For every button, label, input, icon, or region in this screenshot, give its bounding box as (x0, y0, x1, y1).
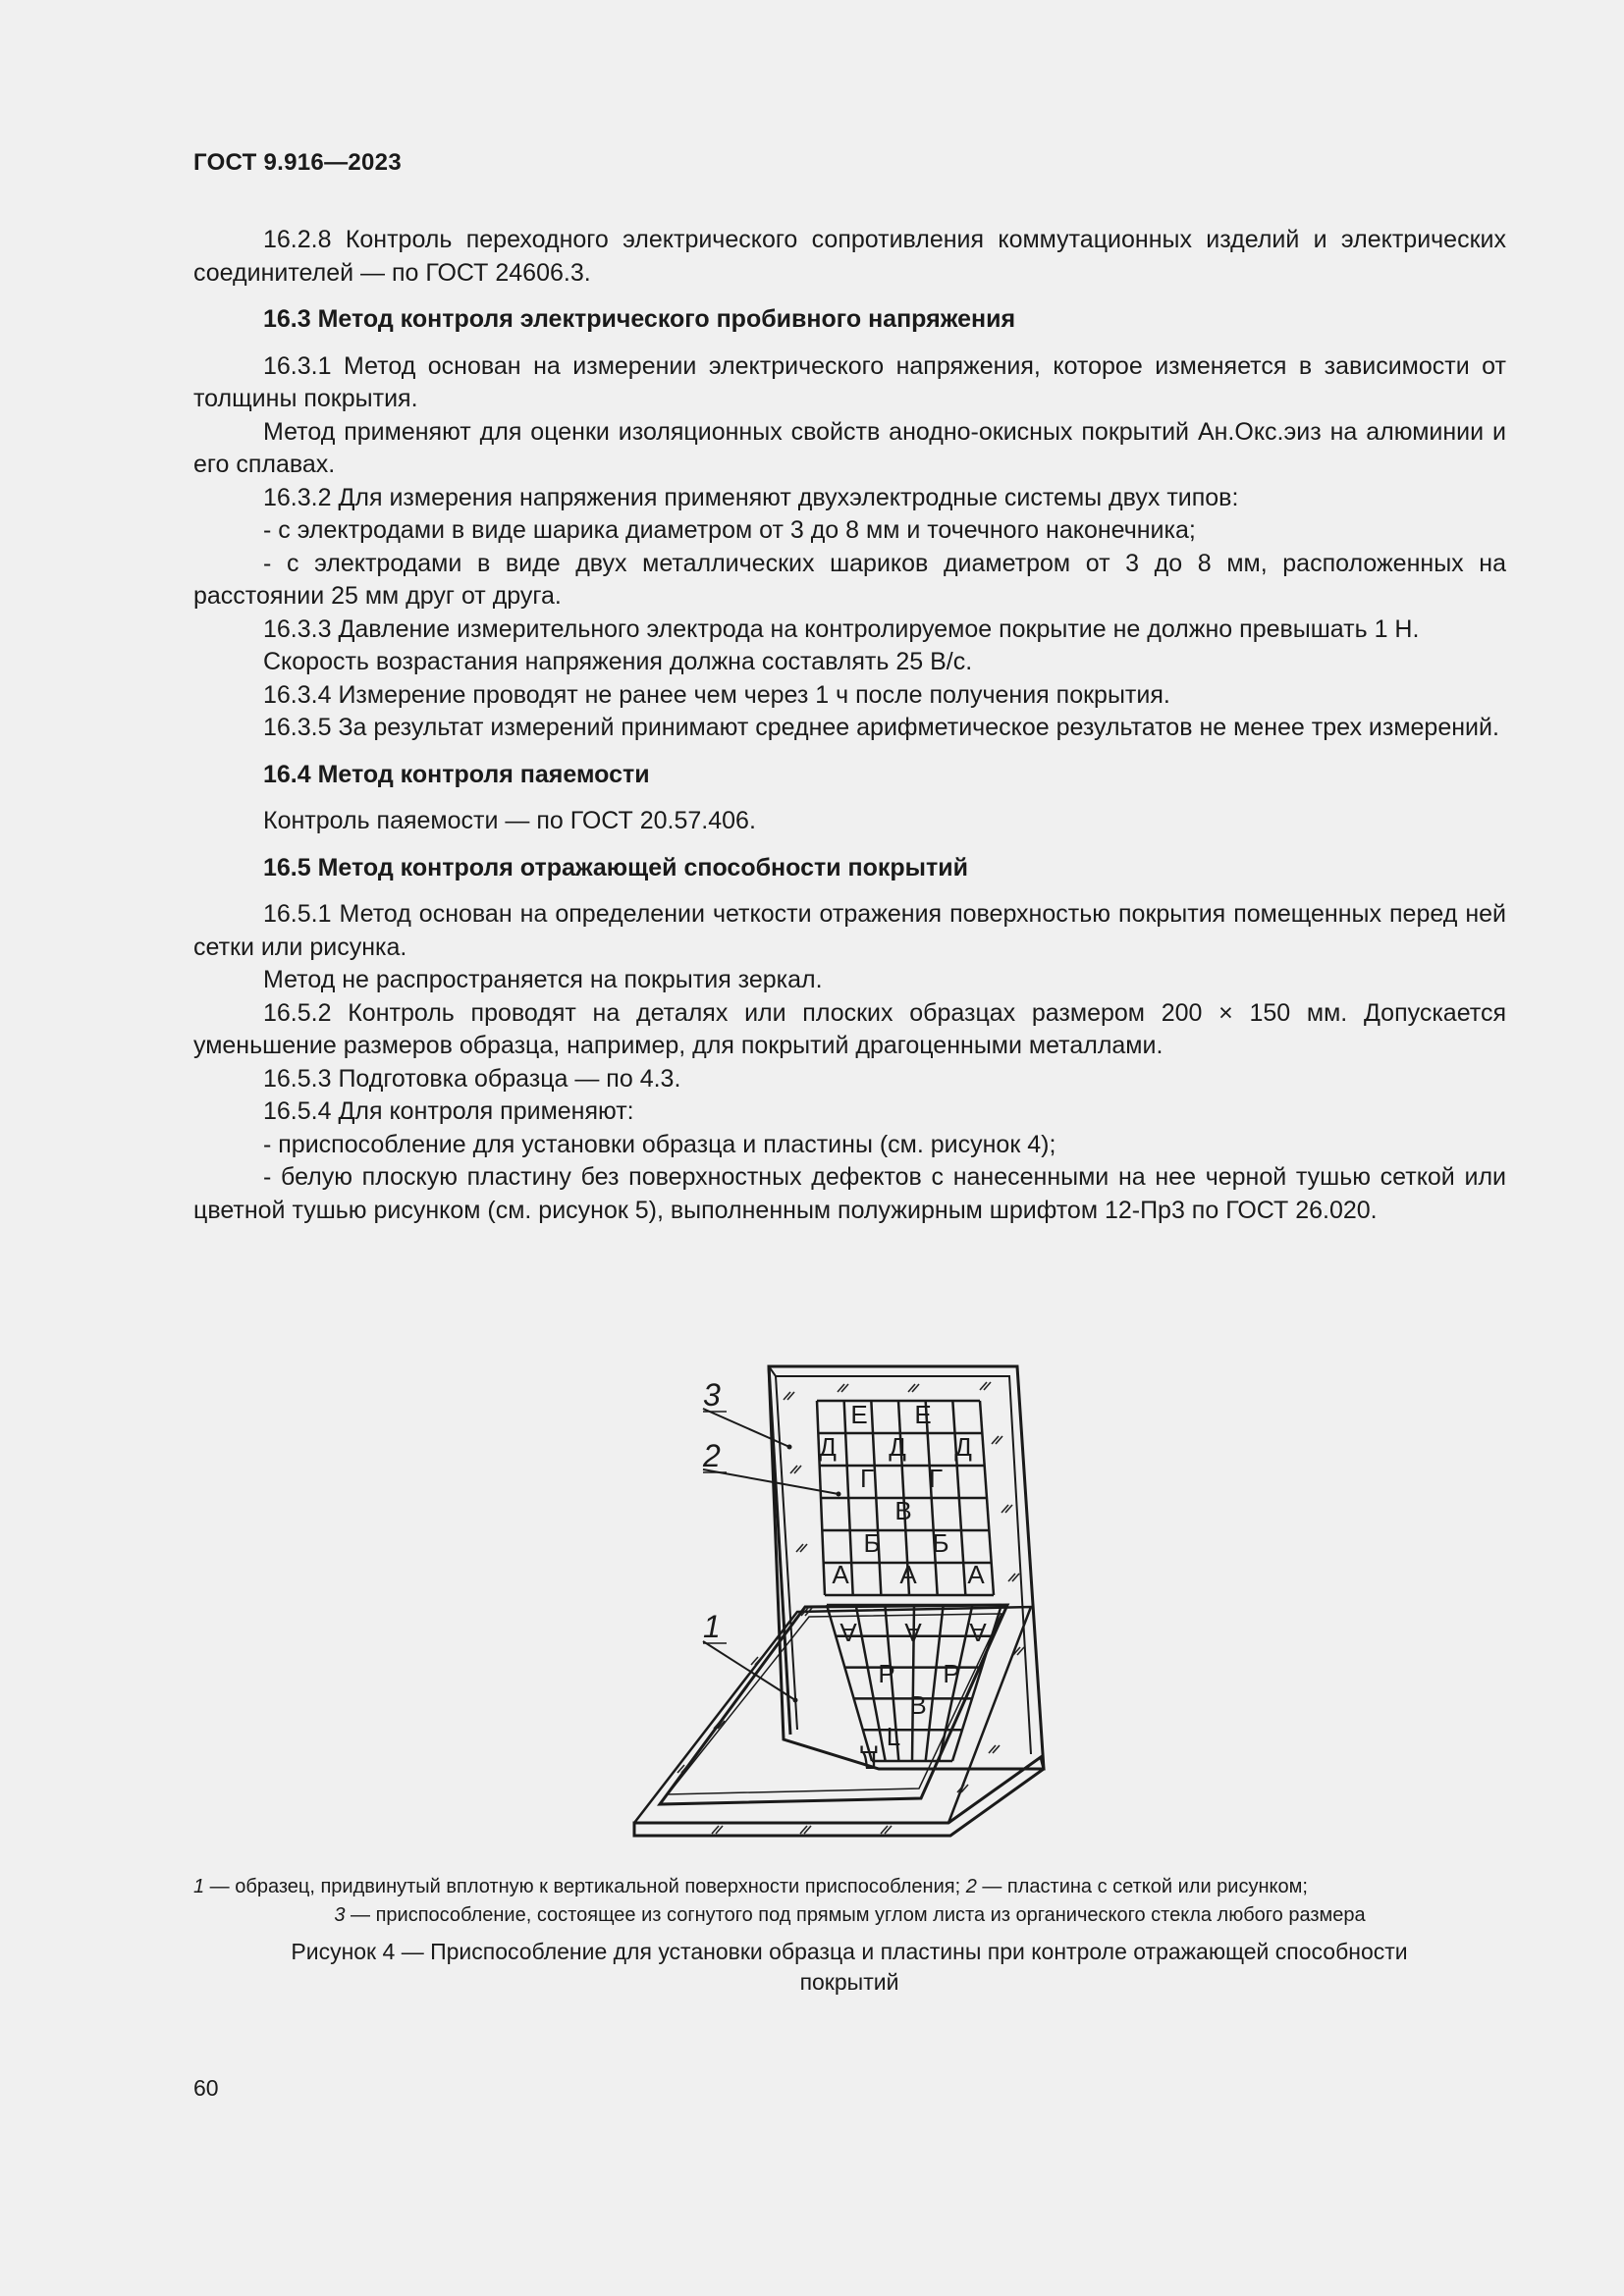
section-heading: 16.5 Метод контроля отражающей способности покрытий (263, 853, 969, 881)
grid-letter-v-refl: В (909, 1690, 927, 1720)
paragraph: 16.3.3 Давление измерительного электрода на контролируемое покрытие не должно превышать 1 Н. (263, 614, 1420, 643)
paragraph: 16.5.3 Подготовка образца — по 4.3. (263, 1064, 681, 1093)
paragraph: 16.3.4 Измерение проводят не ранее чем через 1 ч после получения покрытия. (263, 680, 1170, 709)
grid-letter-b-1: Б (863, 1528, 881, 1558)
figure-4 (628, 1357, 1051, 1847)
paragraph: Контроль паяемости — по ГОСТ 20.57.406. (263, 807, 756, 834)
grid-letter-d-3: Д (954, 1432, 972, 1462)
grid-letter-a-3: А (967, 1560, 985, 1589)
figure-legend (193, 1873, 1506, 1930)
paragraph: 16.5.2 Контроль проводят на деталях или плоских образцах размером 200 × 150 мм. Допускается уменьшение размеров образца, например, для покрытий драгоценными металлами. (193, 998, 1506, 1059)
grid-letter-d-refl: Д (860, 1745, 878, 1775)
paragraph: - белую плоскую пластину без поверхностных дефектов с нанесенными на нее черной тушью сеткой или цветной тушью рисунком (см. рисунок 5), выполненным полужирным шрифтом 12-Пр3 по ГОСТ 26.020. (193, 1163, 1506, 1224)
reflected-grid-col-line (926, 1605, 944, 1761)
grid-letter-a-1: А (832, 1560, 849, 1589)
label-2: 2 (703, 1438, 721, 1473)
paragraph: 16.2.8 Контроль переходного электрического сопротивления коммутационных изделий и электрических соединителей — по ГОСТ 24606.3. (193, 226, 1506, 287)
paragraph: - с электродами в виде шарика диаметром от 3 до 8 мм и точечного наконечника; (263, 516, 1196, 544)
legend-text-1: — образец, придвинутый вплотную к вертикальной поверхности приспособления; (204, 1876, 966, 1897)
paragraph: Метод применяют для оценки изоляционных свойств анодно-окисных покрытий Ан.Окс.эиз на алюминии и его сплавах. (193, 417, 1506, 478)
page-number: 60 (193, 2075, 219, 2101)
grid-letter-e-1: Е (850, 1400, 868, 1429)
grid-letter-d-1: Д (819, 1432, 837, 1462)
section-heading: 16.4 Метод контроля паяемости (263, 760, 650, 788)
caption-line-2: покрытий (799, 1969, 899, 1995)
grid-letter-b-refl-1: P (878, 1659, 895, 1688)
paragraph: - приспособление для установки образца и пластины (см. рисунок 4); (263, 1130, 1056, 1158)
paragraph: Скорость возрастания напряжения должна составлять 25 В/с. (263, 648, 973, 675)
grid-letter-g-2: Г (928, 1464, 944, 1493)
label-1: 1 (703, 1609, 721, 1644)
grid-letter-a-refl-3: А (969, 1618, 987, 1647)
caption-line-1: Рисунок 4 — Приспособление для установки образца и пластины при контроле отражающей способности (291, 1939, 1408, 1964)
grid-letter-d-2: Д (889, 1432, 906, 1462)
paragraph: Метод не распространяется на покрытия зеркал. (263, 966, 823, 993)
legend-text-3: — приспособление, состоящее из согнутого под прямым углом листа из органического стекла любого размера (345, 1904, 1366, 1926)
paragraph: 16.5.1 Метод основан на определении четкости отражения поверхностью покрытия помещенных перед ней сетки или рисунка. (193, 900, 1506, 961)
grid-letter-b-refl-2: P (943, 1659, 960, 1688)
document-header: ГОСТ 9.916—2023 (193, 149, 402, 176)
grid-letter-a-refl-2: А (904, 1618, 922, 1647)
legend-num-1: 1 (193, 1876, 205, 1897)
paragraph: 16.3.2 Для измерения напряжения применяют двухэлектродные системы двух типов: (263, 483, 1239, 511)
paragraph: 16.3.1 Метод основан на измерении электрического напряжения, которое изменяется в зависимости от толщины покрытия. (193, 351, 1506, 412)
paragraph: - с электродами в виде двух металлических шариков диаметром от 3 до 8 мм, расположенных на расстоянии 25 мм друг от друга. (193, 549, 1506, 610)
label-3: 3 (703, 1377, 721, 1413)
grid-letter-e-2: Е (914, 1400, 932, 1429)
grid-letter-b-2: Б (932, 1528, 949, 1558)
grid-letter-a-2: А (899, 1560, 917, 1589)
legend-num-3: 3 (334, 1904, 346, 1926)
fixture-drawing (628, 1357, 1051, 1847)
legend-num-2: 2 (965, 1876, 977, 1897)
grid-letter-g-1: Г (859, 1464, 875, 1493)
main-text (193, 224, 1506, 1227)
legend-text-2: — пластина с сеткой или рисунком; (976, 1876, 1308, 1897)
section-heading: 16.3 Метод контроля электрического пробивного напряжения (263, 305, 1016, 333)
figure-caption (226, 1937, 1473, 1998)
grid-letter-v: В (894, 1496, 912, 1525)
grid-letter-g-refl: L (886, 1722, 901, 1751)
grid-letter-a-refl-1: А (839, 1618, 857, 1647)
paragraph: 16.5.4 Для контроля применяют: (263, 1097, 634, 1125)
paragraph: 16.3.5 За результат измерений принимают среднее арифметическое результатов не менее трех измерений. (263, 714, 1499, 741)
